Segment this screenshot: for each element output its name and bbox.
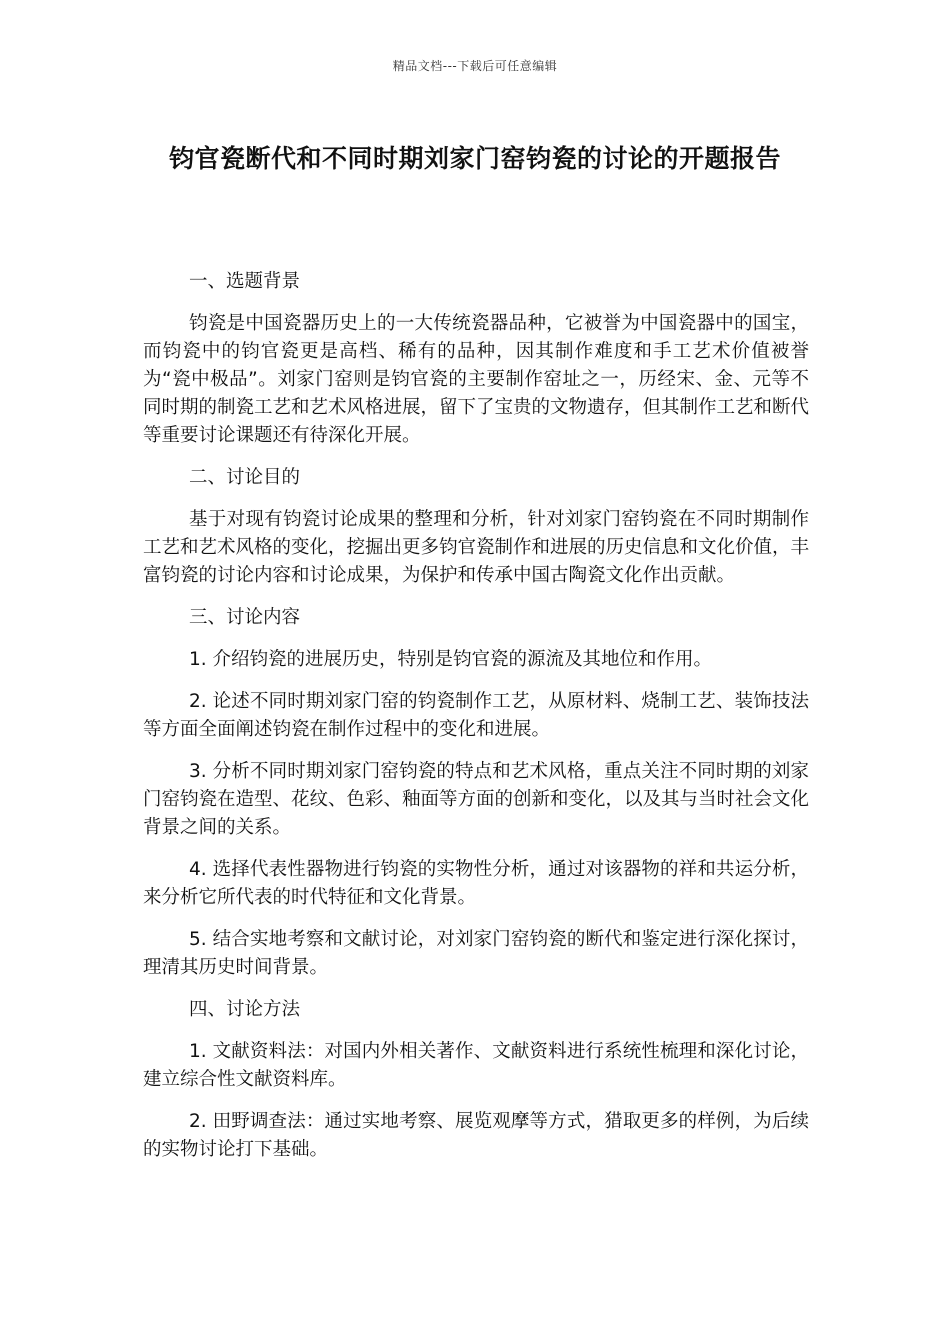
paragraph-background: 钧瓷是中国瓷器历史上的一大传统瓷器品种，它被誉为中国瓷器中的国宝，而钧瓷中的钧官瓷更是高档、稀有的品种，因其制作难度和手工艺术价值被誉为“瓷中极品”。刘家门窑则是钧官瓷的主要制作窑址之一，历经宋、金、元等不同时期的制瓷工艺和艺术风格进展，留下了宝贵的文物遗存，但其制作工艺和断代等重要讨论课题还有待深化开展。	[143, 313, 810, 446]
content-item-3: 3. 分析不同时期刘家门窑钧瓷的特点和艺术风格，重点关注不同时期的刘家门窑钧瓷在造型、花纹、色彩、釉面等方面的创新和变化，以及其与当时社会文化背景之间的关系。	[143, 761, 810, 838]
method-item-1: 1. 文献资料法：对国内外相关著作、文献资料进行系统性梳理和深化讨论，建立综合性文献资料库。	[143, 1041, 809, 1090]
content-item-2: 2. 论述不同时期刘家门窑的钧瓷制作工艺，从原材料、烧制工艺、装饰技法等方面全面阐述钧瓷在制作过程中的变化和进展。	[143, 691, 809, 740]
content-item-5: 5. 结合实地考察和文献讨论，对刘家门窑钧瓷的断代和鉴定进行深化探讨，理清其历史时间背景。	[143, 929, 809, 978]
content-item-4: 4. 选择代表性器物进行钧瓷的实物性分析，通过对该器物的祥和共运分析，来分析它所代表的时代特征和文化背景。	[143, 859, 809, 908]
section-heading-methods: 四、讨论方法	[189, 999, 301, 1020]
method-item-2: 2. 田野调查法：通过实地考察、展览观摩等方式，猎取更多的样例，为后续的实物讨论打下基础。	[143, 1111, 809, 1160]
content-item-1: 1. 介绍钧瓷的进展历史，特别是钧官瓷的源流及其地位和作用。	[189, 649, 713, 670]
page-title: 钧官瓷断代和不同时期刘家门窑钧瓷的讨论的开题报告	[168, 144, 781, 173]
section-heading-background: 一、选题背景	[189, 271, 301, 292]
section-heading-content: 三、讨论内容	[189, 607, 301, 628]
section-heading-purpose: 二、讨论目的	[189, 467, 301, 488]
paragraph-purpose: 基于对现有钧瓷讨论成果的整理和分析，针对刘家门窑钧瓷在不同时期制作工艺和艺术风格的变化，挖掘出更多钧官瓷制作和进展的历史信息和文化价值，丰富钧瓷的讨论内容和讨论成果，为保护和传承中国古陶瓷文化作出贡献。	[143, 509, 810, 586]
document-body	[143, 268, 809, 1178]
header-note: 精品文档---下载后可任意编辑	[392, 59, 558, 73]
